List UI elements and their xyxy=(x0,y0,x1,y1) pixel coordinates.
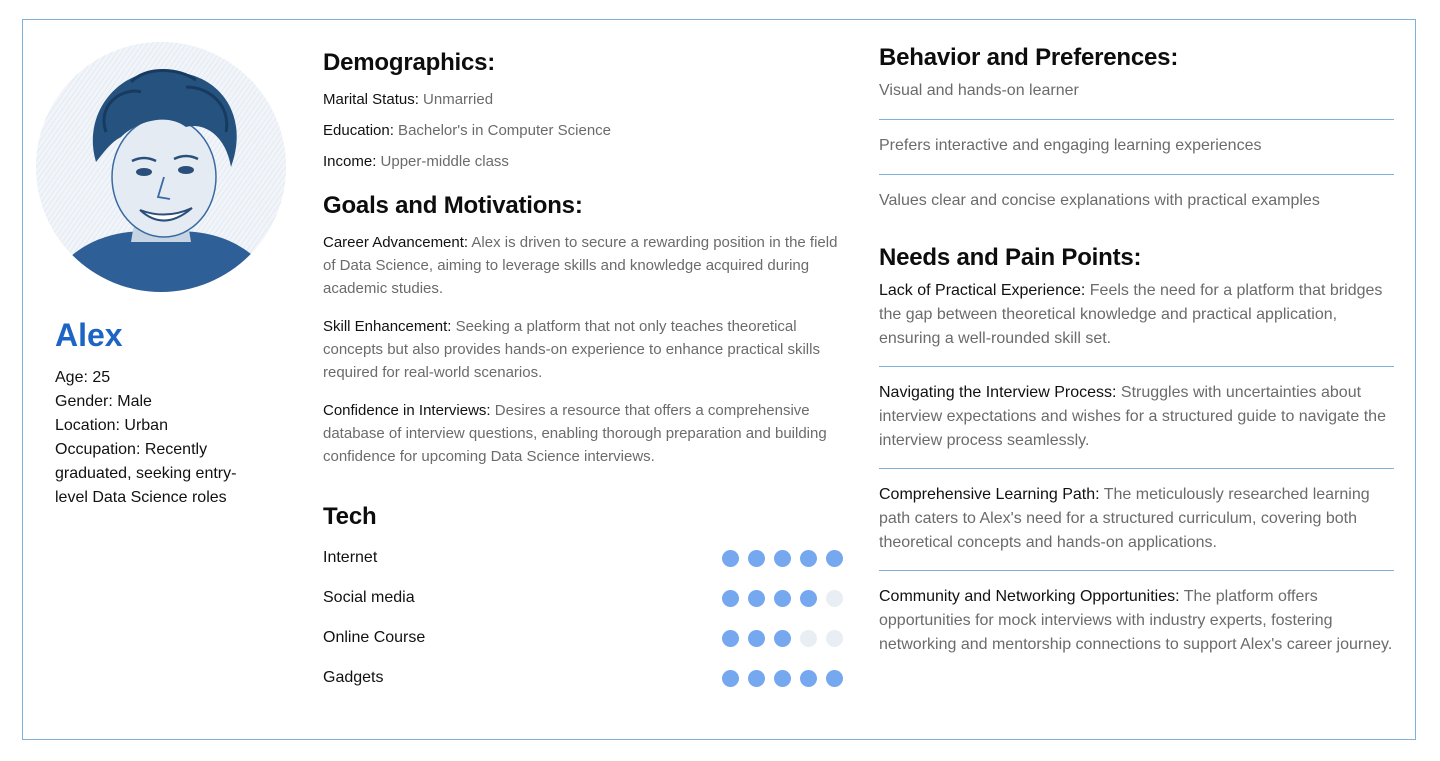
needs-list xyxy=(879,273,1394,672)
marital-status-label: Marital Status: xyxy=(323,91,419,108)
need-item xyxy=(879,367,1394,469)
goal-label: Confidence in Interviews: xyxy=(323,402,491,419)
rating-dots xyxy=(722,590,843,607)
tech-section xyxy=(323,502,843,698)
rating-dot-empty xyxy=(826,590,843,607)
tech-label: Internet xyxy=(323,549,378,566)
tech-label: Social media xyxy=(323,589,415,606)
location-text: Location: Urban xyxy=(55,417,168,434)
rating-dot-filled xyxy=(774,630,791,647)
goal-text: Alex is driven to secure a rewarding position in the field of Data Science, aiming to leverage skills and knowledge acquired during academic studies. xyxy=(323,234,838,297)
marital-status-value: Unmarried xyxy=(418,91,494,108)
demographics-section xyxy=(323,48,843,173)
need-label: Navigating the Interview Process: xyxy=(879,384,1117,401)
portrait-sketch-icon xyxy=(36,42,286,292)
tech-label: Online Course xyxy=(323,629,426,646)
occupation-text: Occupation: Recently graduated, seeking entry-level Data Science roles xyxy=(55,441,237,506)
income-label: Income: xyxy=(323,153,377,170)
rating-dot-empty xyxy=(826,630,843,647)
goal-label: Skill Enhancement: xyxy=(323,318,452,335)
income-row xyxy=(323,150,843,173)
education-value: Bachelor's in Computer Science xyxy=(393,122,612,139)
tech-row-internet xyxy=(323,538,843,578)
gender-text: Gender: Male xyxy=(55,393,152,410)
tech-row-gadgets xyxy=(323,658,843,698)
middle-column xyxy=(323,48,843,698)
behavior-item: Visual and hands-on learner xyxy=(879,73,1394,120)
rating-dot-filled xyxy=(774,590,791,607)
need-item xyxy=(879,273,1394,367)
goal-item xyxy=(323,399,843,468)
rating-dot-filled xyxy=(722,590,739,607)
tech-title: Tech xyxy=(323,503,377,530)
education-row xyxy=(323,119,843,142)
goal-item xyxy=(323,231,843,300)
need-text: Struggles with uncertainties about interview expectations and wishes for a structured guide to navigate the interview process seamlessly. xyxy=(879,384,1386,449)
rating-dot-filled xyxy=(800,590,817,607)
tech-row-online-course xyxy=(323,618,843,658)
rating-dot-filled xyxy=(826,550,843,567)
income-value: Upper-middle class xyxy=(376,153,509,170)
behavior-item: Prefers interactive and engaging learning experiences xyxy=(879,120,1394,175)
goals-section xyxy=(323,191,843,468)
need-label: Community and Networking Opportunities: xyxy=(879,588,1180,605)
behavior-item: Values clear and concise explanations with practical examples xyxy=(879,192,1320,209)
rating-dot-filled xyxy=(748,550,765,567)
rating-dot-filled xyxy=(774,550,791,567)
profile-column xyxy=(36,42,286,510)
goal-text: Seeking a platform that not only teaches theoretical concepts but also provides hands-on experience to enhance practical skills required for real-world scenarios. xyxy=(323,318,820,381)
rating-dot-filled xyxy=(748,630,765,647)
demographics-title: Demographics: xyxy=(323,49,496,76)
rating-dot-filled xyxy=(800,550,817,567)
goals-title: Goals and Motivations: xyxy=(323,192,583,219)
education-label: Education: xyxy=(323,122,394,139)
goal-item xyxy=(323,315,843,384)
need-text: The meticulously researched learning path caters to Alex's need for a structured curriculum, covering both theoretical concepts and hands-on applications. xyxy=(879,486,1370,551)
need-text: The platform offers opportunities for mock interviews with industry experts, fostering networking and mentorship connections to support Alex's career journey. xyxy=(879,588,1393,653)
rating-dot-filled xyxy=(748,590,765,607)
need-text: Feels the need for a platform that bridges the gap between theoretical knowledge and practical application, ensuring a well-rounded skill set. xyxy=(879,282,1383,347)
behavior-list xyxy=(879,73,1394,229)
need-label: Lack of Practical Experience: xyxy=(879,282,1086,299)
rating-dot-empty xyxy=(800,630,817,647)
behavior-title: Behavior and Preferences: xyxy=(879,44,1179,71)
rating-dot-filled xyxy=(722,550,739,567)
needs-title: Needs and Pain Points: xyxy=(879,244,1142,271)
marital-status-row xyxy=(323,88,843,111)
rating-dots xyxy=(722,670,843,687)
rating-dot-filled xyxy=(722,630,739,647)
age-text: Age: 25 xyxy=(55,369,111,386)
need-item xyxy=(879,469,1394,571)
tech-row-social-media xyxy=(323,578,843,618)
tech-list xyxy=(323,538,843,698)
need-label: Comprehensive Learning Path: xyxy=(879,486,1100,503)
right-column xyxy=(879,43,1394,672)
rating-dot-filled xyxy=(748,670,765,687)
rating-dot-filled xyxy=(722,670,739,687)
tech-label: Gadgets xyxy=(323,669,384,686)
rating-dots xyxy=(722,550,843,567)
rating-dot-filled xyxy=(826,670,843,687)
rating-dot-filled xyxy=(800,670,817,687)
persona-name: Alex xyxy=(55,317,123,353)
profile-facts xyxy=(55,366,265,510)
avatar xyxy=(36,42,286,292)
persona-card xyxy=(22,19,1416,740)
rating-dot-filled xyxy=(774,670,791,687)
goal-text: Desires a resource that offers a comprehensive database of interview questions, enabling thorough preparation and building confidence for upcoming Data Science interviews. xyxy=(323,402,827,465)
rating-dots xyxy=(722,630,843,647)
goal-label: Career Advancement: xyxy=(323,234,469,251)
need-item xyxy=(879,571,1394,672)
